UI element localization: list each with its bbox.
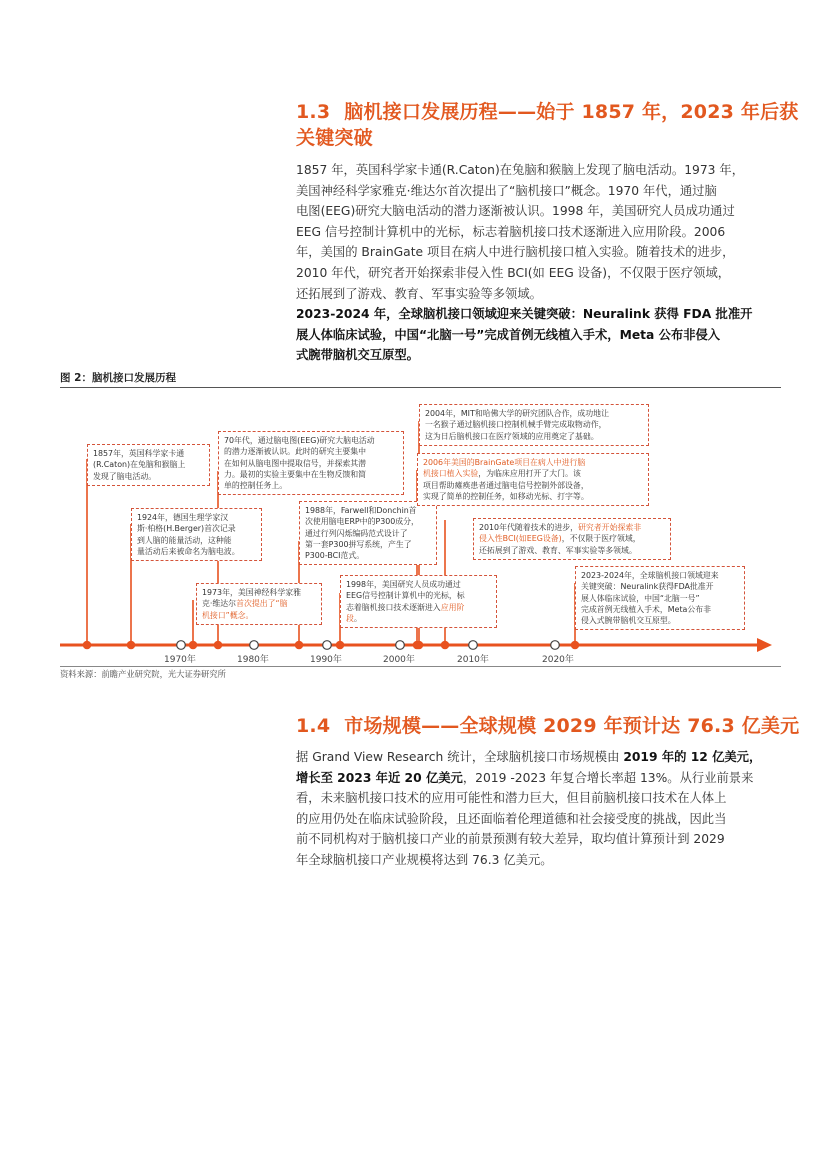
figure-bottom-rule — [60, 666, 781, 667]
note-line — [346, 602, 491, 613]
note-line: 1857年，英国科学家卡通 — [93, 449, 185, 458]
note-line: 一名猴子通过脑机接口控制机械手臂完成取物动作， — [425, 420, 607, 430]
note-highlight: 段 — [346, 613, 354, 623]
note-line: 通过行列闪烁编码范式设计了 — [305, 528, 408, 538]
note-line — [346, 613, 491, 624]
event-dot — [214, 641, 223, 650]
section-title-line2: 关键突破 — [296, 127, 373, 149]
note-line: 1988年，Farwell和Donchin首 — [305, 506, 417, 515]
figure-source: 资料来源：前瞻产业研究院，光大证券研究所 — [60, 669, 226, 679]
note-line: 到人脑的能量活动，这种能 — [137, 535, 232, 545]
note-line: 还拓展到了游戏、教育、军事实验等多领域。 — [479, 545, 637, 555]
decade-tick — [396, 641, 405, 650]
note-text: 。 — [353, 613, 362, 623]
note-line: 这为日后脑机接口在医疗领域的应用奠定了基础。 — [425, 431, 599, 441]
note-text: 2010年代随着技术的进步， — [479, 523, 578, 532]
note-highlight: 2006年美国的BrainGate项目在病人中进行脑 — [423, 458, 586, 467]
decade-tick — [250, 641, 259, 650]
event-2023-note — [575, 566, 745, 630]
event-dot — [127, 641, 136, 650]
note-line: 70年代，通过脑电图(EEG)研究大脑电活动 — [224, 436, 375, 445]
event-2010s-note — [473, 518, 671, 560]
para-text: 据 Grand View Research 统计，全球脑机接口市场规模由 — [296, 750, 624, 764]
decade-tick — [469, 641, 478, 650]
note-highlight: 机接口植入实验 — [423, 469, 479, 479]
section-title-line1: 脑机接口发展历程——始于 1857 年，2023 年后获 — [344, 101, 799, 123]
axis-label-1990: 1990年 — [310, 655, 342, 665]
note-line: 发现了脑电活动。 — [93, 471, 157, 481]
note-highlight: 侵入性BCI(如EEG设备) — [479, 534, 562, 544]
event-dot — [441, 641, 450, 650]
para-line: 美国神经科学家雅克·维达尔首次提出了“脑机接口”概念。1970 年代，通过脑 — [296, 183, 717, 198]
note-text: ，为临床应用打开了大门。该 — [478, 469, 581, 479]
note-line — [479, 522, 665, 533]
note-line: 项目帮助瘫痪患者通过脑电信号控制外部设备， — [423, 480, 589, 490]
para-line: 式腕带脑机交互原型。 — [296, 348, 419, 363]
figure-caption: 图 2：脑机接口发展历程 — [60, 372, 176, 384]
para-line: 2010 年代，研究者开始探索非侵入性 BCI(如 EEG 设备)，不仅限于医疗领域， — [296, 265, 731, 280]
note-line: 1924年，德国生理学家汉 — [137, 513, 229, 522]
event-1857-note — [87, 444, 210, 486]
para-line: 的应用仍处在临床试验阶段，且还面临着伦理道德和社会接受度的挑战，因此当 — [296, 811, 727, 826]
para-line: 展人体临床试验，中国“北脑一号”完成首例无线植入手术，Meta 公布非侵入 — [296, 327, 721, 342]
event-1924-note — [131, 508, 262, 561]
event-1973-note — [196, 583, 322, 625]
note-line: 的潜力逐渐被认识。此时的研究主要集中 — [224, 447, 367, 457]
event-dot — [189, 641, 198, 650]
note-line: P300-BCI范式。 — [305, 551, 365, 561]
event-dot — [83, 641, 92, 650]
note-line: 单的控制任务上。 — [224, 481, 288, 491]
note-highlight: 研究者开始探索非 — [578, 523, 642, 532]
note-line: (R.Caton)在兔脑和猴脑上 — [93, 460, 186, 470]
section-number: 1.4 — [296, 715, 331, 737]
event-dot — [413, 641, 422, 650]
event-2004-note — [419, 404, 649, 446]
event-1970s-note — [218, 431, 404, 495]
para-line: 2023-2024 年，全球脑机接口领域迎来关键突破：Neuralink 获得 FDA 批准开 — [296, 307, 753, 321]
section-title: 市场规模——全球规模 2029 年预计达 76.3 亿美元 — [344, 715, 800, 737]
note-text: 志着脑机接口技术逐渐进入 — [346, 602, 441, 612]
para-line: 电图(EEG)研究大脑电活动的潜力逐渐被认识。1998 年，美国研究人员成功通过 — [296, 204, 735, 219]
note-highlight: 应用阶 — [440, 602, 465, 612]
market-paragraph — [296, 747, 776, 871]
para-line — [296, 768, 776, 789]
event-dot — [295, 641, 304, 650]
note-line: 力。最初的实验主要集中在生物反馈和简 — [224, 469, 367, 479]
para-line — [296, 747, 776, 768]
note-highlight: 首次提出了“脑 — [236, 599, 288, 609]
note-line: 展人体临床试验，中国“北脑一号” — [581, 593, 700, 603]
note-line: 完成首例无线植入手术，Meta公布非 — [581, 604, 712, 614]
axis-label-1980: 1980年 — [237, 655, 269, 665]
note-line: EEG信号控制计算机中的光标，标 — [346, 591, 465, 601]
section-number: 1.3 — [296, 101, 331, 123]
timeline-arrow-head — [757, 638, 772, 652]
note-line — [423, 468, 643, 479]
note-text: ，不仅限于医疗领域， — [561, 534, 641, 544]
note-line: 在如何从脑电图中提取信号，并探索其潜 — [224, 458, 367, 468]
axis-label-2000: 2000年 — [383, 655, 415, 665]
para-text: ，2019 -2023 年复合增长率超 13%。从行业前景来 — [462, 770, 754, 785]
para-line: 前不同机构对于脑机接口产业的前景预测有较大差异，取均值计算预计到 2029 — [296, 832, 725, 847]
note-line: 2004年，MIT和哈佛大学的研究团队合作，成功地让 — [425, 409, 609, 418]
para-bold-text: 增长至 2023 年近 20 亿美元 — [296, 770, 463, 785]
event-2006-note — [417, 453, 649, 506]
note-line: 1973年，美国神经科学家雅 — [202, 588, 301, 597]
event-dot — [571, 641, 580, 650]
event-dot — [336, 641, 345, 650]
para-line: 年，美国的 BrainGate 项目在病人中进行脑机接口植入实验。随着技术的进步， — [296, 245, 735, 260]
axis-label-2010: 2010年 — [457, 655, 489, 665]
para-line: 1857 年，英国科学家卡通(R.Caton)在兔脑和猴脑上发现了脑电活动。1973 年， — [296, 163, 744, 177]
note-line — [202, 598, 316, 609]
decade-tick — [323, 641, 332, 650]
para-line: 年全球脑机接口产业规模将达到 76.3 亿美元。 — [296, 852, 553, 867]
note-line: 次使用脑电ERP中的P300成分， — [305, 517, 419, 527]
para-bold-text: 2019 年的 12 亿美元， — [623, 750, 762, 764]
note-line: 2023-2024年，全球脑机接口领域迎来 — [581, 571, 719, 580]
event-1998-note — [340, 575, 497, 628]
decade-tick — [177, 641, 186, 650]
note-line: 第一套P300拼写系统，产生了 — [305, 539, 412, 549]
note-line: 实现了简单的控制任务，如移动光标、打字等。 — [423, 491, 589, 501]
para-line: EEG 信号控制计算机中的光标，标志着脑机接口技术逐渐进入应用阶段。2006 — [296, 224, 726, 239]
axis-label-1970: 1970年 — [164, 655, 196, 665]
note-line: 量活动后来被命名为脑电波。 — [137, 546, 240, 556]
note-line: 1998年，美国研究人员成功通过 — [346, 580, 461, 589]
decade-tick — [551, 641, 560, 650]
para-line: 看，未来脑机接口技术的应用可能性和潜力巨大，但目前脑机接口技术在人体上 — [296, 791, 727, 806]
note-highlight: 机接口”概念。 — [202, 610, 254, 620]
note-line: 斯·柏格(H.Berger)首次记录 — [137, 524, 236, 534]
section-1-4-title — [296, 713, 799, 740]
note-line: 关键突破：Neuralink获得FDA批准开 — [581, 582, 714, 592]
axis-label-2020: 2020年 — [542, 655, 574, 665]
event-1988-note — [299, 501, 437, 565]
para-line: 还拓展到了游戏、教育、军事实验等多领域。 — [296, 286, 542, 301]
note-line — [479, 533, 665, 544]
note-text: 克·维达尔 — [202, 599, 237, 609]
note-line: 侵入式腕带脑机交互原型。 — [581, 616, 676, 626]
